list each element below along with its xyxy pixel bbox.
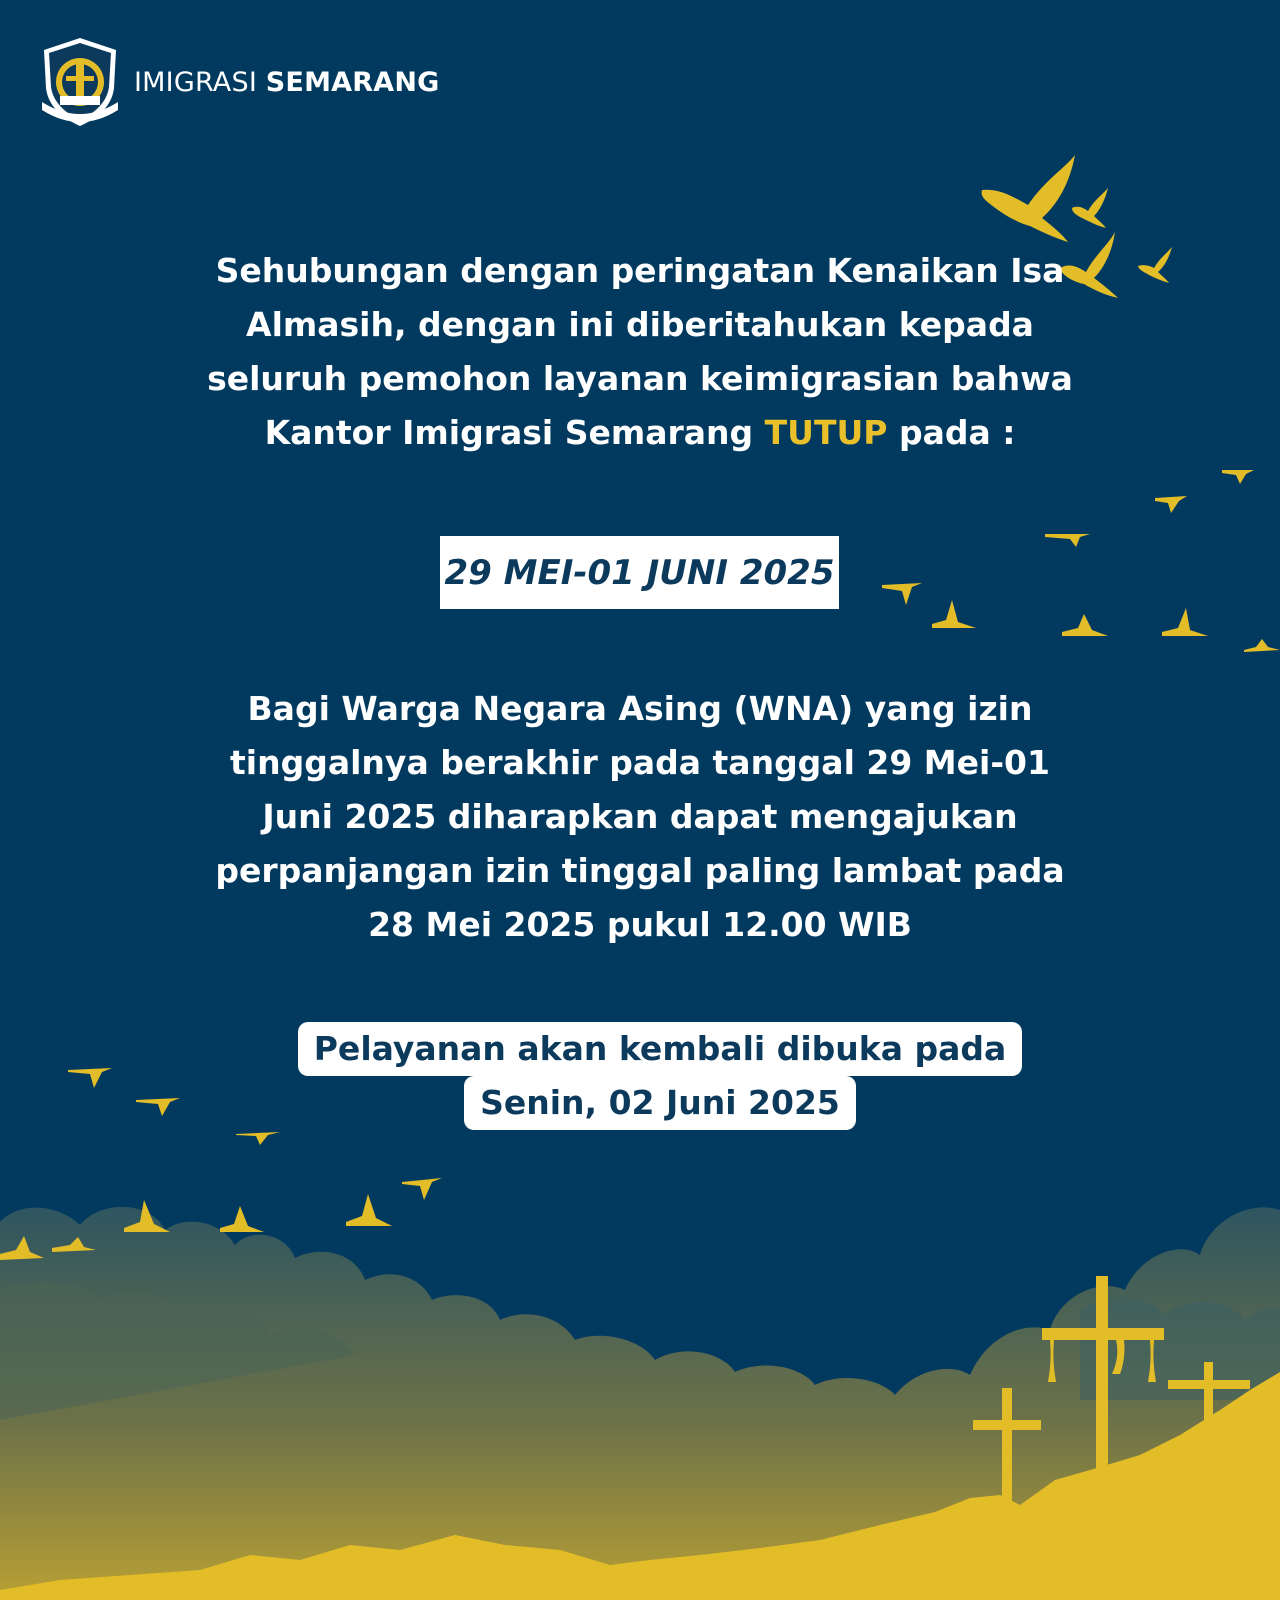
closed-dates-box [440,536,839,609]
closed-highlight: TUTUP [764,413,888,452]
brand-title-bold: SEMARANG [265,66,440,98]
reopen-line-1: Pelayanan akan kembali dibuka pada [298,1022,1022,1076]
reopen-line-2: Senin, 02 Juni 2025 [464,1076,856,1130]
closed-dates: 29 MEI-01 JUNI 2025 [444,552,835,593]
intro-text: Sehubungan dengan peringatan Kenaikan Isa Almasih, dengan ini diberitahukan kepada seluruh pemohon layanan keimigrasian bahwa Kantor Imigrasi Semarang [207,251,1073,452]
header [38,36,439,128]
brand-title [134,67,439,98]
immigration-emblem-icon [38,36,122,128]
intro-text-end: pada : [887,413,1016,452]
wna-paragraph: Bagi Warga Negara Asing (WNA) yang izin tinggalnya berakhir pada tanggal 29 Mei-01 Juni 2025 diharapkan dapat mengajukan perpanjangan izin tinggal paling lambat pada 28 Mei 2025 pukul 12.00 WIB [215,689,1065,944]
reopen-notice [240,1022,1080,1130]
brand-title-light: IMIGRASI [134,66,257,98]
intro-paragraph [190,244,1090,460]
